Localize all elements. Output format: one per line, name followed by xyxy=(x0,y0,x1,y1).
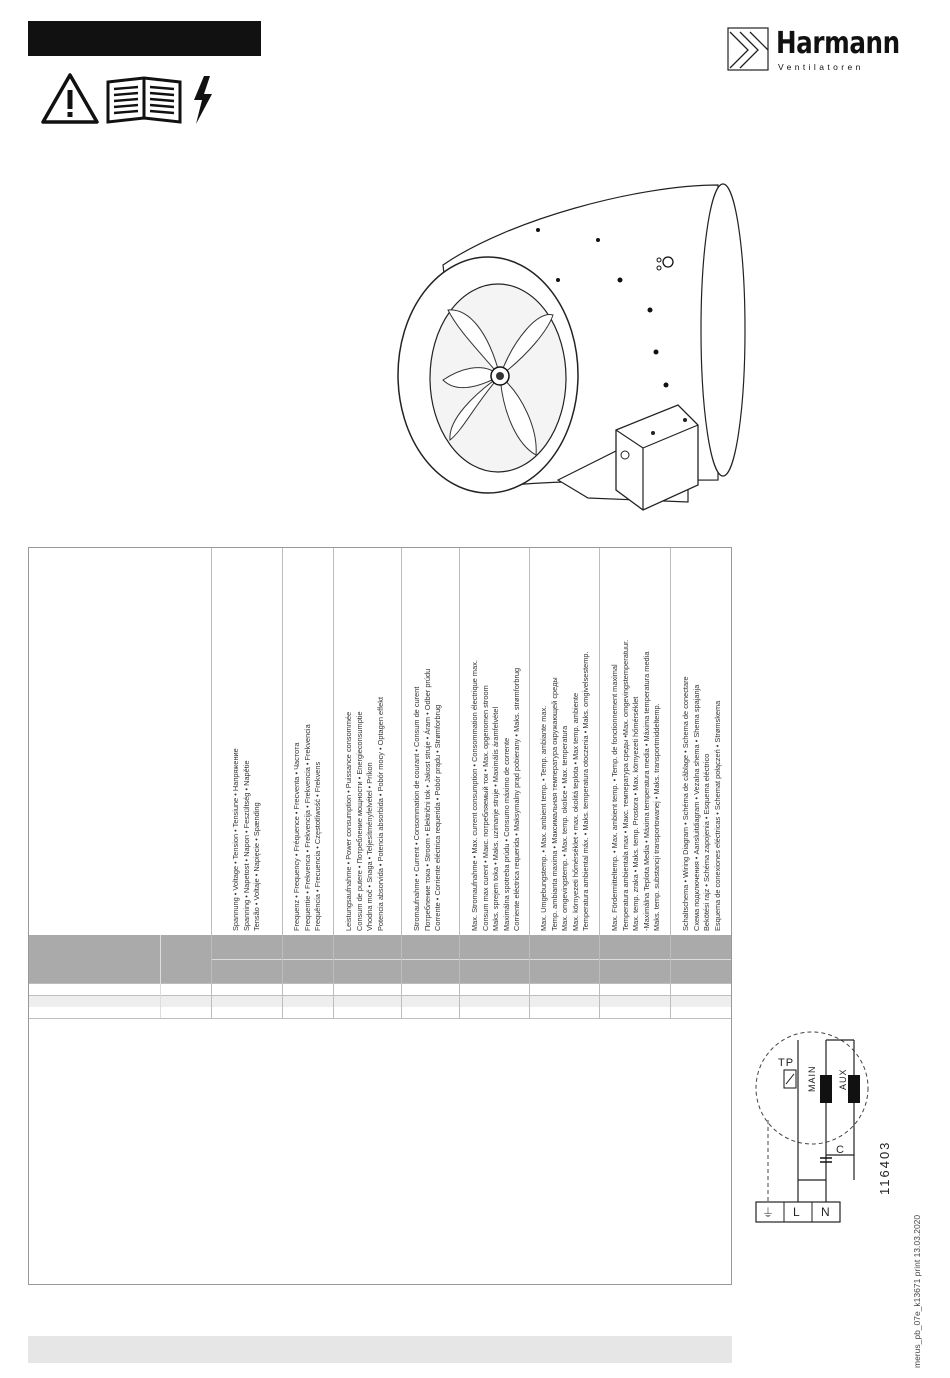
spec-header-line: Corrente • Corriente eléctrica requerida • Pobór prądu • Strømforbrug xyxy=(433,704,443,931)
spec-header-line: Потребление тока • Stroom • Električni tok • Jakost struje • Áram • Odber prúdu xyxy=(422,668,432,931)
spec-header-power xyxy=(344,697,386,931)
header-black-bar xyxy=(28,21,261,56)
spec-header-max-current xyxy=(470,660,523,931)
spec-header-line: Maks. temp. substancji transportowanej • Maks. transportmiddeltemp. xyxy=(652,703,662,931)
brand-logo xyxy=(726,26,906,76)
spec-header-line: Temperatura ambientala max • Макс. температура среды •Max. omgevingstemperatuur. xyxy=(620,639,630,931)
table-row xyxy=(29,995,731,1007)
spec-header-max-conveying xyxy=(610,640,663,931)
wiring-tp-label: TP xyxy=(778,1057,795,1069)
spec-header-max-ambient xyxy=(539,651,592,931)
logo-mark-icon xyxy=(726,26,776,72)
spec-header-current xyxy=(412,669,444,931)
footer-bar xyxy=(28,1336,732,1363)
spec-header-line: Temp. ambianta maxima • Максимальная температура окружающей среды xyxy=(549,677,559,931)
brand-name: Harmann xyxy=(776,26,900,61)
duct-fan-illustration xyxy=(388,180,768,520)
terminal-l-label: L xyxy=(793,1205,800,1219)
spec-header-line: Spanning • Napetost • Napon • Feszültség • Napětie xyxy=(241,760,251,931)
spec-header-line: Max. Fördermitteltemp. • Max. ambient temp. • Temp. de fonctionnement maximal xyxy=(610,664,619,931)
spec-header-line: Frequência • Frecuencia • Częstotliwość • Frekvens xyxy=(313,761,323,931)
spec-header-line: Stromaufnahme • Current • Consommation de courant • Consum de curent xyxy=(412,686,421,931)
spec-header-line: Temperatura ambiental máx. • Maks. temperatura otoczenia • Maks. omgivelsestemp. xyxy=(581,651,591,931)
warning-triangle-icon xyxy=(43,75,97,122)
spec-header-wiring xyxy=(681,676,723,931)
spec-header-line: Max. omgevingstemp. • Max. temp. okolice • Max. temperatura xyxy=(560,725,570,931)
spec-header-line: Tensão • Voltaje • Napięcie • Spænding xyxy=(252,802,262,931)
spec-header-line: Spannung • Voltage • Tension • Tensiune • Напряжение xyxy=(231,748,240,931)
wiring-diagram xyxy=(742,1030,902,1230)
document-code: 116403 xyxy=(877,1140,892,1195)
wiring-main-label: MAIN xyxy=(807,1065,817,1092)
spec-header-line: -Maximálna Teplota Media • Máxima temperatura media • Máxima temperatura media xyxy=(641,651,651,931)
wiring-capacitor-label: C xyxy=(836,1144,844,1156)
spec-header-line: Схема подключения • Aansluitdiagram • Vezalna shema • Shema spajanja xyxy=(691,684,701,931)
spec-header-line: Max. Umgebungstemp. • Max. ambient temp. • Temp. ambiante max. xyxy=(539,705,548,931)
spec-header-line: Leistungsaufnahme • Power consumption • Puissance consommée xyxy=(344,711,353,931)
manual-book-icon xyxy=(108,78,180,122)
spec-header-line: Max. temp. zraka • Maks. temp. Prostora • Max. környezeti hőmérséklet xyxy=(631,696,641,931)
spec-header-line: Vhodna moč • Snaga • Teljesítményfelvétel • Príkon xyxy=(365,762,375,931)
spec-header-line: Maks. sprejem toka • Maks. uzimanje struje • Maximális áramfelvétel xyxy=(491,706,501,931)
print-info: merus_pb_07e_k13671 print 13.03.2020 xyxy=(912,1214,922,1368)
spec-header-line: Consum de putere • Потребление мощности • Energieconsumptie xyxy=(354,711,364,931)
terminal-n-label: N xyxy=(821,1205,830,1219)
spec-header-line: Maximálna spotreba prúdu • Consumo máximo de corrente xyxy=(501,737,511,931)
table-header-block xyxy=(29,935,211,983)
spec-header-line: Schaltschema • Wiring Diagram • Schéma de câblage • Schema de conectare xyxy=(681,676,690,931)
spec-header-line: Esquema de conexiones eléctricas • Schemat połączeń • Strømskema xyxy=(712,700,722,931)
wiring-aux-label: AUX xyxy=(838,1068,848,1090)
spec-header-line: Max. környezeti hőmérséklet • max. okolitá teplota • Max temp. ambiente xyxy=(570,692,580,931)
brand-tagline: Ventilatoren xyxy=(778,62,864,72)
specs-table xyxy=(28,547,732,1285)
spec-header-voltage xyxy=(231,748,263,931)
spec-header-frequency xyxy=(292,724,324,931)
spec-header-line: Max. Stromaufnahme • Max. current consumption • Consommation électrique max. xyxy=(470,660,479,931)
spec-header-line: Corriente eléctrica requerida • Maksymalny prąd pobierany • Maks. strømforbrug xyxy=(512,667,522,931)
spec-header-line: Potencia absorvida • Potencia absorbida • Pobór mocy • Optagen effekt xyxy=(375,697,385,931)
spec-header-line: Frequenz • Frequency • Fréquence • Frecventa • Частота xyxy=(292,742,301,931)
electric-bolt-icon xyxy=(194,76,212,124)
terminal-earth-icon: ⏚ xyxy=(762,1206,775,1220)
spec-header-line: Frequentie • Frekvenca • Frekvencija • Frekvencia • Frekvencia xyxy=(302,724,312,931)
spec-header-line: Consum max curent • Макс. потребляемый ток • Max. opgenomen stroom xyxy=(480,685,490,931)
safety-icons xyxy=(40,72,220,127)
spec-header-line: Bekötési rajz • Schéma zapojenia • Esquema eléctrico xyxy=(702,753,712,931)
